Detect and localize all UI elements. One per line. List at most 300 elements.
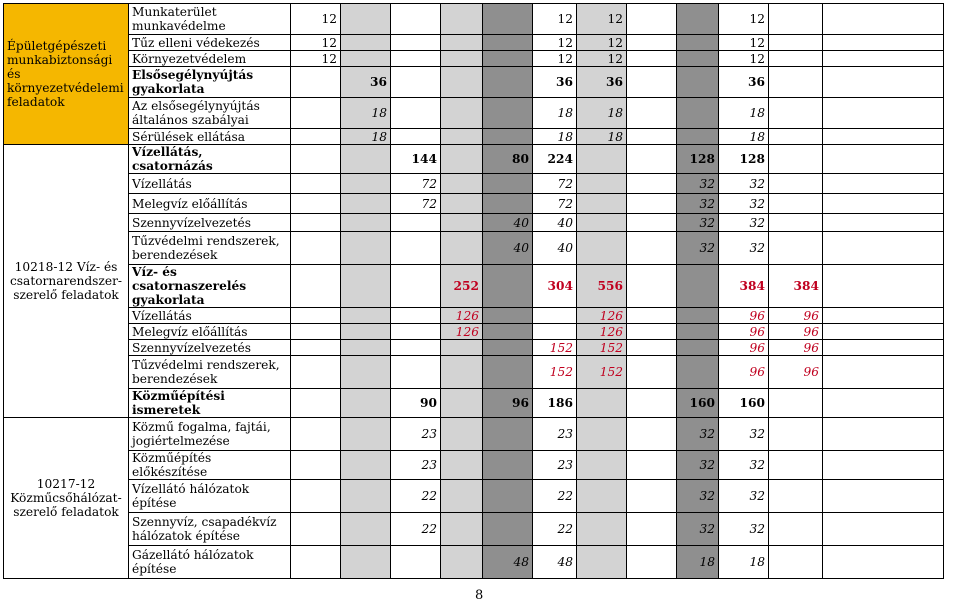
hours-cell: 152 xyxy=(577,356,627,389)
hours-cell xyxy=(341,418,391,451)
hours-cell xyxy=(341,265,391,308)
hours-cell xyxy=(441,145,483,174)
hours-cell xyxy=(677,356,719,389)
hours-cell xyxy=(677,265,719,308)
hours-cell: 384 xyxy=(769,265,823,308)
hours-cell xyxy=(627,145,677,174)
hours-cell xyxy=(341,340,391,356)
hours-cell xyxy=(577,418,627,451)
hours-cell xyxy=(823,98,944,129)
hours-cell xyxy=(769,232,823,265)
hours-cell xyxy=(391,356,441,389)
hours-cell xyxy=(341,145,391,174)
hours-cell xyxy=(341,174,391,194)
row-label: Vízellátás, csatornázás xyxy=(129,145,291,174)
hours-cell xyxy=(823,356,944,389)
hours-cell xyxy=(341,356,391,389)
hours-cell: 40 xyxy=(533,232,577,265)
hours-cell xyxy=(441,356,483,389)
hours-cell: 12 xyxy=(577,4,627,35)
hours-cell xyxy=(341,214,391,232)
hours-cell: 126 xyxy=(577,324,627,340)
hours-cell xyxy=(391,35,441,51)
hours-cell: 72 xyxy=(533,174,577,194)
hours-cell xyxy=(441,67,483,98)
hours-cell xyxy=(291,451,341,480)
table-row xyxy=(4,480,944,513)
hours-cell xyxy=(483,51,533,67)
hours-cell xyxy=(341,513,391,546)
table-row xyxy=(4,418,944,451)
hours-cell: 18 xyxy=(719,98,769,129)
hours-cell xyxy=(441,174,483,194)
hours-cell xyxy=(483,340,533,356)
hours-cell: 36 xyxy=(719,67,769,98)
hours-cell xyxy=(769,4,823,35)
hours-cell: 72 xyxy=(391,194,441,214)
hours-cell xyxy=(769,480,823,513)
table-row xyxy=(4,51,944,67)
row-label: Szennyvíz, csapadékvíz hálózatok építése xyxy=(129,513,291,546)
hours-cell: 12 xyxy=(719,35,769,51)
hours-cell: 18 xyxy=(719,129,769,145)
hours-cell xyxy=(823,324,944,340)
row-label: Munkaterület munkavédelme xyxy=(129,4,291,35)
hours-cell xyxy=(823,4,944,35)
hours-cell: 22 xyxy=(533,513,577,546)
hours-cell xyxy=(823,214,944,232)
hours-cell: 96 xyxy=(769,324,823,340)
hours-cell xyxy=(577,194,627,214)
hours-cell: 32 xyxy=(677,232,719,265)
hours-cell: 96 xyxy=(483,389,533,418)
hours-cell xyxy=(483,174,533,194)
table-row xyxy=(4,356,944,389)
hours-cell xyxy=(483,451,533,480)
hours-cell: 32 xyxy=(719,418,769,451)
hours-cell: 384 xyxy=(719,265,769,308)
hours-cell xyxy=(341,35,391,51)
table-row xyxy=(4,67,944,98)
hours-cell xyxy=(441,513,483,546)
hours-cell xyxy=(483,324,533,340)
hours-cell: 22 xyxy=(533,480,577,513)
table-row xyxy=(4,308,944,324)
hours-cell xyxy=(769,194,823,214)
hours-cell xyxy=(391,51,441,67)
hours-cell: 128 xyxy=(677,145,719,174)
hours-cell: 96 xyxy=(719,308,769,324)
hours-cell xyxy=(769,129,823,145)
hours-cell xyxy=(441,232,483,265)
hours-cell xyxy=(823,35,944,51)
hours-cell xyxy=(823,308,944,324)
hours-cell: 144 xyxy=(391,145,441,174)
hours-cell: 32 xyxy=(677,174,719,194)
hours-cell xyxy=(341,194,391,214)
hours-cell xyxy=(441,451,483,480)
hours-cell: 32 xyxy=(719,451,769,480)
hours-cell: 160 xyxy=(677,389,719,418)
hours-cell xyxy=(391,4,441,35)
hours-cell xyxy=(291,308,341,324)
hours-cell: 96 xyxy=(769,356,823,389)
hours-cell xyxy=(391,129,441,145)
hours-cell xyxy=(533,324,577,340)
hours-cell: 32 xyxy=(677,194,719,214)
hours-cell xyxy=(769,67,823,98)
hours-cell xyxy=(391,324,441,340)
row-label: Gázellátó hálózatok építése xyxy=(129,546,291,579)
hours-cell xyxy=(823,232,944,265)
hours-cell: 32 xyxy=(719,232,769,265)
hours-cell xyxy=(577,232,627,265)
hours-cell: 23 xyxy=(391,451,441,480)
hours-cell xyxy=(627,418,677,451)
row-label: Környezetvédelem xyxy=(129,51,291,67)
hours-cell xyxy=(823,480,944,513)
hours-cell: 23 xyxy=(391,418,441,451)
hours-cell xyxy=(341,389,391,418)
hours-cell: 186 xyxy=(533,389,577,418)
hours-cell xyxy=(441,340,483,356)
hours-cell xyxy=(627,35,677,51)
hours-cell xyxy=(341,51,391,67)
hours-cell xyxy=(391,214,441,232)
hours-cell xyxy=(483,480,533,513)
hours-cell xyxy=(823,265,944,308)
row-label: Közműépítési ismeretek xyxy=(129,389,291,418)
hours-cell: 32 xyxy=(677,214,719,232)
hours-cell xyxy=(677,340,719,356)
hours-cell xyxy=(627,480,677,513)
hours-cell xyxy=(627,513,677,546)
hours-cell: 22 xyxy=(391,480,441,513)
hours-cell xyxy=(823,418,944,451)
hours-cell: 96 xyxy=(719,340,769,356)
hours-cell xyxy=(577,174,627,194)
hours-cell xyxy=(627,265,677,308)
hours-cell xyxy=(441,35,483,51)
hours-cell xyxy=(341,546,391,579)
hours-cell xyxy=(291,418,341,451)
hours-cell xyxy=(677,51,719,67)
hours-cell xyxy=(677,308,719,324)
hours-cell xyxy=(823,451,944,480)
hours-cell: 72 xyxy=(533,194,577,214)
hours-cell xyxy=(577,480,627,513)
row-label: Melegvíz előállítás xyxy=(129,194,291,214)
row-label: Vízellátás xyxy=(129,174,291,194)
hours-cell xyxy=(483,4,533,35)
hours-cell xyxy=(291,129,341,145)
hours-cell: 12 xyxy=(719,4,769,35)
hours-cell xyxy=(823,340,944,356)
table-row xyxy=(4,35,944,51)
hours-cell: 23 xyxy=(533,451,577,480)
hours-cell xyxy=(823,129,944,145)
hours-cell: 128 xyxy=(719,145,769,174)
hours-cell: 48 xyxy=(483,546,533,579)
hours-cell xyxy=(677,98,719,129)
hours-cell xyxy=(391,265,441,308)
hours-cell xyxy=(291,145,341,174)
table-row xyxy=(4,129,944,145)
hours-cell xyxy=(769,451,823,480)
hours-cell: 36 xyxy=(341,67,391,98)
table-row xyxy=(4,232,944,265)
hours-cell xyxy=(441,194,483,214)
hours-cell: 40 xyxy=(483,232,533,265)
hours-cell xyxy=(341,480,391,513)
hours-cell xyxy=(483,265,533,308)
hours-cell: 224 xyxy=(533,145,577,174)
hours-cell xyxy=(823,194,944,214)
hours-cell: 126 xyxy=(441,308,483,324)
hours-cell xyxy=(627,194,677,214)
hours-cell xyxy=(627,174,677,194)
hours-cell xyxy=(677,67,719,98)
hours-cell xyxy=(769,145,823,174)
hours-cell: 40 xyxy=(533,214,577,232)
row-label: Az elsősegélynyújtás általános szabályai xyxy=(129,98,291,129)
hours-cell: 12 xyxy=(719,51,769,67)
hours-cell xyxy=(291,546,341,579)
hours-cell xyxy=(291,194,341,214)
row-label: Vízellátás xyxy=(129,308,291,324)
hours-cell: 32 xyxy=(677,480,719,513)
hours-cell xyxy=(441,129,483,145)
table-row xyxy=(4,145,944,174)
hours-cell xyxy=(577,513,627,546)
hours-cell xyxy=(441,214,483,232)
hours-cell xyxy=(577,214,627,232)
hours-cell xyxy=(627,98,677,129)
hours-cell xyxy=(483,308,533,324)
hours-cell: 12 xyxy=(577,51,627,67)
hours-cell xyxy=(291,513,341,546)
table-row xyxy=(4,546,944,579)
row-label: Közmű fogalma, fajtái, jogiértelmezése xyxy=(129,418,291,451)
hours-cell xyxy=(483,418,533,451)
hours-cell xyxy=(627,129,677,145)
table-row xyxy=(4,389,944,418)
hours-cell xyxy=(391,67,441,98)
hours-cell xyxy=(627,451,677,480)
table-row xyxy=(4,265,944,308)
row-label: Szennyvízelvezetés xyxy=(129,340,291,356)
hours-cell xyxy=(627,232,677,265)
hours-cell: 152 xyxy=(577,340,627,356)
hours-cell xyxy=(441,546,483,579)
hours-cell: 304 xyxy=(533,265,577,308)
hours-cell: 12 xyxy=(291,35,341,51)
hours-cell: 40 xyxy=(483,214,533,232)
hours-cell xyxy=(291,389,341,418)
hours-cell: 90 xyxy=(391,389,441,418)
row-label: Tűz elleni védekezés xyxy=(129,35,291,51)
hours-cell xyxy=(291,214,341,232)
table-row xyxy=(4,174,944,194)
hours-cell xyxy=(391,308,441,324)
hours-cell xyxy=(391,546,441,579)
hours-cell xyxy=(483,194,533,214)
hours-cell: 18 xyxy=(719,546,769,579)
hours-cell: 18 xyxy=(577,129,627,145)
table-row xyxy=(4,340,944,356)
hours-cell xyxy=(677,129,719,145)
hours-cell xyxy=(577,451,627,480)
hours-cell xyxy=(627,67,677,98)
page-number: 8 xyxy=(475,588,484,603)
hours-cell: 32 xyxy=(719,174,769,194)
hours-cell xyxy=(677,35,719,51)
hours-cell xyxy=(677,4,719,35)
hours-cell xyxy=(627,546,677,579)
hours-cell xyxy=(823,389,944,418)
hours-cell xyxy=(769,35,823,51)
hours-cell xyxy=(823,67,944,98)
table-row xyxy=(4,98,944,129)
hours-cell: 12 xyxy=(533,4,577,35)
hours-cell: 80 xyxy=(483,145,533,174)
hours-cell xyxy=(441,389,483,418)
hours-cell xyxy=(341,308,391,324)
hours-cell xyxy=(627,340,677,356)
hours-cell xyxy=(391,340,441,356)
hours-cell: 160 xyxy=(719,389,769,418)
hours-cell: 252 xyxy=(441,265,483,308)
hours-cell xyxy=(823,513,944,546)
hours-cell xyxy=(483,129,533,145)
hours-cell xyxy=(441,480,483,513)
hours-cell xyxy=(341,324,391,340)
hours-cell: 18 xyxy=(577,98,627,129)
hours-cell xyxy=(627,308,677,324)
hours-cell xyxy=(291,324,341,340)
hours-cell xyxy=(291,67,341,98)
table-row xyxy=(4,194,944,214)
hours-cell: 18 xyxy=(533,98,577,129)
hours-cell: 32 xyxy=(719,513,769,546)
hours-cell xyxy=(483,35,533,51)
row-label: Közműépítés előkészítése xyxy=(129,451,291,480)
hours-cell xyxy=(577,145,627,174)
hours-cell: 12 xyxy=(533,35,577,51)
hours-cell: 72 xyxy=(391,174,441,194)
hours-cell xyxy=(823,174,944,194)
hours-cell xyxy=(483,513,533,546)
hours-cell: 556 xyxy=(577,265,627,308)
hours-cell xyxy=(291,232,341,265)
hours-cell xyxy=(769,546,823,579)
row-label: Tűzvédelmi rendszerek, berendezések xyxy=(129,356,291,389)
hours-cell xyxy=(769,174,823,194)
hours-cell: 18 xyxy=(341,129,391,145)
hours-cell xyxy=(341,451,391,480)
hours-cell xyxy=(769,513,823,546)
hours-cell xyxy=(291,480,341,513)
hours-cell xyxy=(483,98,533,129)
hours-cell xyxy=(769,214,823,232)
row-label: Szennyvízelvezetés xyxy=(129,214,291,232)
hours-cell: 96 xyxy=(769,308,823,324)
table-row xyxy=(4,214,944,232)
hours-cell xyxy=(627,356,677,389)
hours-cell xyxy=(769,389,823,418)
row-label: Vízellátó hálózatok építése xyxy=(129,480,291,513)
hours-cell xyxy=(577,389,627,418)
table-row xyxy=(4,451,944,480)
hours-cell: 18 xyxy=(533,129,577,145)
hours-cell xyxy=(291,356,341,389)
curriculum-table xyxy=(3,3,944,579)
hours-cell xyxy=(823,145,944,174)
hours-cell: 152 xyxy=(533,356,577,389)
table-row xyxy=(4,513,944,546)
hours-cell xyxy=(627,389,677,418)
hours-cell: 12 xyxy=(533,51,577,67)
hours-cell xyxy=(291,265,341,308)
hours-cell xyxy=(627,324,677,340)
hours-cell: 96 xyxy=(719,324,769,340)
section-label: Épületgépészeti munkabiztonsági és környezetvédelemi feladatok xyxy=(4,4,129,145)
hours-cell: 22 xyxy=(391,513,441,546)
hours-cell xyxy=(769,98,823,129)
hours-cell: 23 xyxy=(533,418,577,451)
hours-cell xyxy=(823,546,944,579)
hours-cell xyxy=(391,232,441,265)
hours-cell: 36 xyxy=(533,67,577,98)
table-row xyxy=(4,324,944,340)
row-label: Melegvíz előállítás xyxy=(129,324,291,340)
hours-cell: 18 xyxy=(341,98,391,129)
hours-cell: 32 xyxy=(719,194,769,214)
hours-cell: 32 xyxy=(677,451,719,480)
hours-cell: 96 xyxy=(769,340,823,356)
hours-cell: 32 xyxy=(677,513,719,546)
hours-cell xyxy=(341,4,391,35)
row-label: Víz- és csatornaszerelés gyakorlata xyxy=(129,265,291,308)
hours-cell xyxy=(441,418,483,451)
row-label: Tűzvédelmi rendszerek, berendezések xyxy=(129,232,291,265)
hours-cell: 48 xyxy=(533,546,577,579)
hours-cell xyxy=(441,4,483,35)
hours-cell xyxy=(577,546,627,579)
row-label: Elsősegélynyújtás gyakorlata xyxy=(129,67,291,98)
hours-cell xyxy=(823,51,944,67)
hours-cell: 32 xyxy=(719,214,769,232)
hours-cell xyxy=(627,4,677,35)
hours-cell xyxy=(291,340,341,356)
hours-cell xyxy=(391,98,441,129)
hours-cell: 126 xyxy=(441,324,483,340)
row-label: Sérülések ellátása xyxy=(129,129,291,145)
hours-cell xyxy=(533,308,577,324)
hours-cell: 36 xyxy=(577,67,627,98)
section-label: 10218-12 Víz- és csatornarendszer-szerelő feladatok xyxy=(4,145,129,418)
hours-cell: 18 xyxy=(677,546,719,579)
hours-cell xyxy=(291,98,341,129)
hours-cell: 12 xyxy=(291,51,341,67)
hours-cell: 152 xyxy=(533,340,577,356)
hours-cell xyxy=(769,418,823,451)
table-row xyxy=(4,4,944,35)
hours-cell: 32 xyxy=(719,480,769,513)
hours-cell: 96 xyxy=(719,356,769,389)
hours-cell: 126 xyxy=(577,308,627,324)
hours-cell xyxy=(483,356,533,389)
